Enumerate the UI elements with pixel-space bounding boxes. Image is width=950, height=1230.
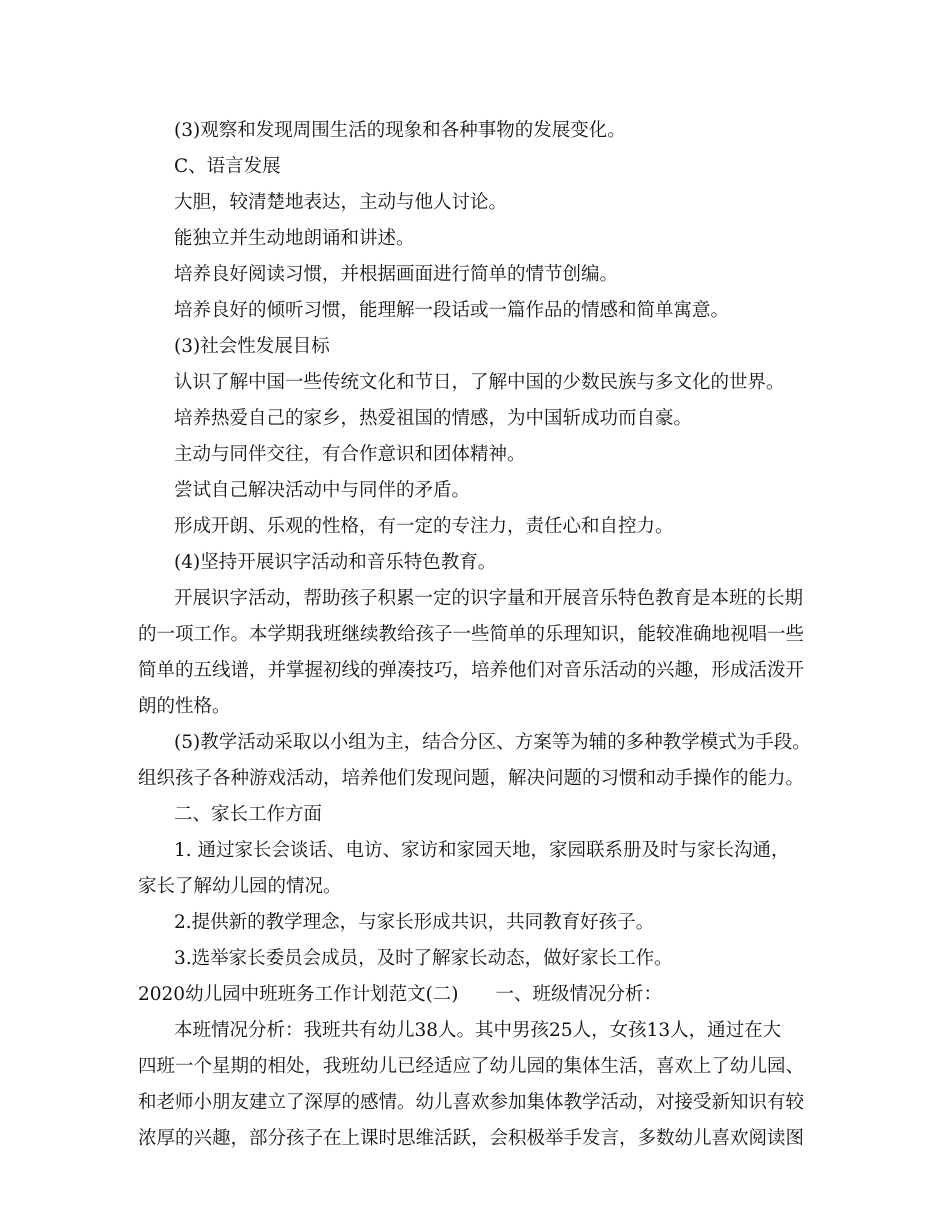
text-line: 1. 通过家长会谈话、电访、家访和家园天地，家园联系册及时与家长沟通， — [174, 840, 790, 861]
text-line: 主动与同伴交往，有合作意识和团体精神。 — [174, 444, 526, 465]
text-line: 大胆，较清楚地表达，主动与他人讨论。 — [174, 192, 508, 213]
text-line: 的一项工作。本学期我班继续教给孩子一些简单的乐理知识，能较准确地视唱一些 — [138, 624, 805, 645]
text-line: 组织孩子各种游戏活动，培养他们发现问题，解决问题的习惯和动手操作的能力。 — [138, 768, 805, 789]
text-line: 3.选举家长委员会成员，及时了解家长动态，做好家长工作。 — [174, 948, 673, 969]
text-line: (5)教学活动采取以小组为主，结合分区、方案等为辅的多种教学模式为手段。 — [174, 732, 811, 753]
text-line: 本班情况分析：我班共有幼儿38人。其中男孩25人，女孩13人，通过在大 — [174, 1020, 782, 1041]
text-line: 简单的五线谱，并掌握初线的弹凑技巧，培养他们对音乐活动的兴趣，形成活泼开 — [138, 660, 805, 681]
section-heading: 二、家长工作方面 — [174, 804, 323, 825]
text-line: 培养热爱自己的家乡，热爱祖国的情感，为中国斩成功而自豪。 — [174, 408, 693, 429]
text-line: 和老师小朋友建立了深厚的感情。幼儿喜欢参加集体教学活动，对接受新知识有较 — [138, 1092, 805, 1113]
text-line: 能独立并生动地朗诵和讲述。 — [174, 228, 415, 249]
text-line: 2.提供新的教学理念，与家长形成共识，共同教育好孩子。 — [174, 912, 655, 933]
text-line: 家长了解幼儿园的情况。 — [138, 876, 342, 897]
text-line: 浓厚的兴趣，部分孩子在上课时思维活跃，会积极举手发言，多数幼儿喜欢阅读图 — [138, 1128, 805, 1149]
text-line: 培养良好阅读习惯，并根据画面进行简单的情节创编。 — [174, 264, 619, 285]
section-heading: (4)坚持开展识字活动和音乐特色教育。 — [174, 552, 497, 573]
section-heading: C、语言发展 — [174, 156, 281, 177]
text-line: 尝试自己解决活动中与同伴的矛盾。 — [174, 480, 471, 501]
section-heading: (3)社会性发展目标 — [174, 336, 330, 357]
text-line: 形成开朗、乐观的性格，有一定的专注力，责任心和自控力。 — [174, 516, 674, 537]
text-line: 朗的性格。 — [138, 696, 231, 717]
text-line: 培养良好的倾听习惯，能理解一段话或一篇作品的情感和简单寓意。 — [174, 300, 730, 321]
document-title: 2020幼儿园中班班务工作计划范文(二) 一、班级情况分析： — [138, 984, 663, 1005]
text-line: (3)观察和发现周围生活的现象和各种事物的发展变化。 — [174, 120, 626, 141]
text-line: 四班一个星期的相处，我班幼儿已经适应了幼儿园的集体生活，喜欢上了幼儿园、 — [138, 1056, 805, 1077]
text-line: 认识了解中国一些传统文化和节日，了解中国的少数民族与多文化的世界。 — [174, 372, 785, 393]
text-line: 开展识字活动，帮助孩子积累一定的识字量和开展音乐特色教育是本班的长期 — [174, 588, 804, 609]
